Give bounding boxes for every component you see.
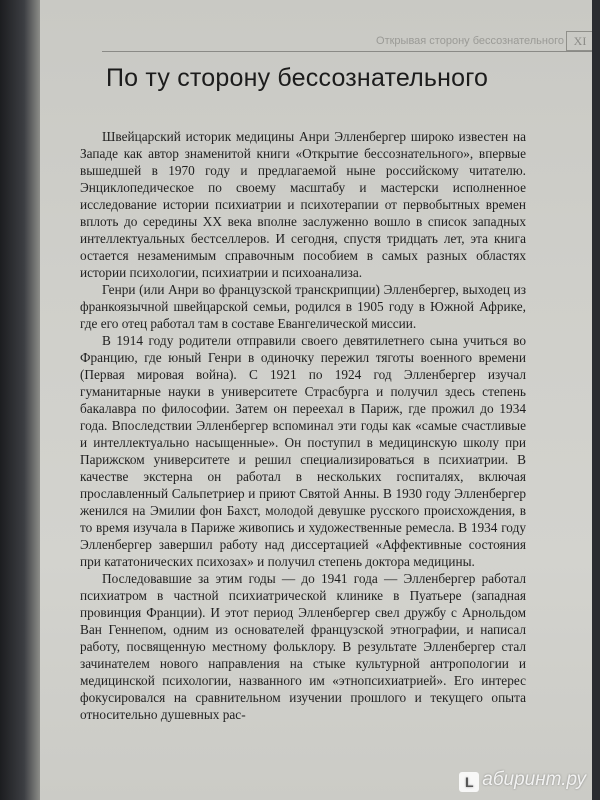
watermark-text: абиринт.ру xyxy=(482,769,586,790)
paragraph-2: Генри (или Анри во французской транскрипции) Элленбергер, выходец из франкоязычной швейцарской семьи, родился в 1905 году в Южной Африке, где его отец работал там в составе Евангелической миссии. xyxy=(80,282,526,331)
labirint-watermark xyxy=(459,769,586,792)
paragraph-1: Швейцарский историк медицины Анри Элленбергер широко известен на Западе как автор знаменитой книги «Открытие бессознательного», впервые вышедшей в 1970 году и предлагаемой ныне российскому читателю. Энциклопедическое по своему масштабу и мастерски исполненное исследование истории психиатрии и психотерапии от первобытных времен вплоть до середины XX века вполне заслуженно вошло в список западных интеллектуальных бестселлеров. И сегодня, спустя тридцать лет, эта книга остается незаменимым справочным пособием в самых разных областях истории психологии, психиатрии и психоанализа. xyxy=(80,129,526,280)
paragraph-4: Последовавшие за этим годы — до 1941 года — Элленбергер работал психиатром в частной психиатрической клинике в Пуатьере (западная провинция Франции). И этот период Элленбергер свел дружбу с Арнольдом Ван Геннепом, одним из основателей французской этнографии, и написал работу, посвященную местному фольклору. В результате Элленбергер стал зачинателем нового направления на стыке культурной антропологии и медицинской психологии, названного им «этнопсихиатрией». Его интерес фокусировался на сравнительном изучении прошлого и текущего опыта относительно душевных рас- xyxy=(80,571,526,722)
labirint-logo-icon: L xyxy=(459,772,479,792)
paragraph-3: В 1914 году родители отправили своего девятилетнего сына учиться во Францию, где юный Генри в одиночку пережил тяготы военного времени (Первая мировая война). С 1921 по 1924 год Элленбергер изучал гуманитарные науки в университете Страсбурга и получил здесь степень бакалавра по философии. Затем он переехал в Париж, где прожил до 1934 года. Впоследствии Элленбергер вспоминал эти годы как «самые счастливые и интеллектуально насыщенные». Он поступил в медицинскую школу при Парижском университете и решил специализироваться в психиатрии. В качестве экстерна он работал в нескольких госпиталях, включая прославленный Сальпетриер и приют Святой Анны. В 1930 году Элленбергер женился на Эмилии фон Бахст, молодой девушке русского происхождения, в то время изучала в Париже живопись и художественные ремесла. В 1934 году Элленбергер завершил работу над диссертацией «Аффективные состояния при кататонических психозах» и получил степень доктора медицины. xyxy=(80,333,526,569)
body-text xyxy=(80,128,526,723)
chapter-title: По ту сторону бессознательного xyxy=(106,64,489,92)
book-spine-shadow xyxy=(0,0,40,800)
running-head xyxy=(102,30,592,52)
page-number-box: XI xyxy=(566,31,592,51)
running-head-text: Открывая сторону бессознательного xyxy=(376,35,564,47)
